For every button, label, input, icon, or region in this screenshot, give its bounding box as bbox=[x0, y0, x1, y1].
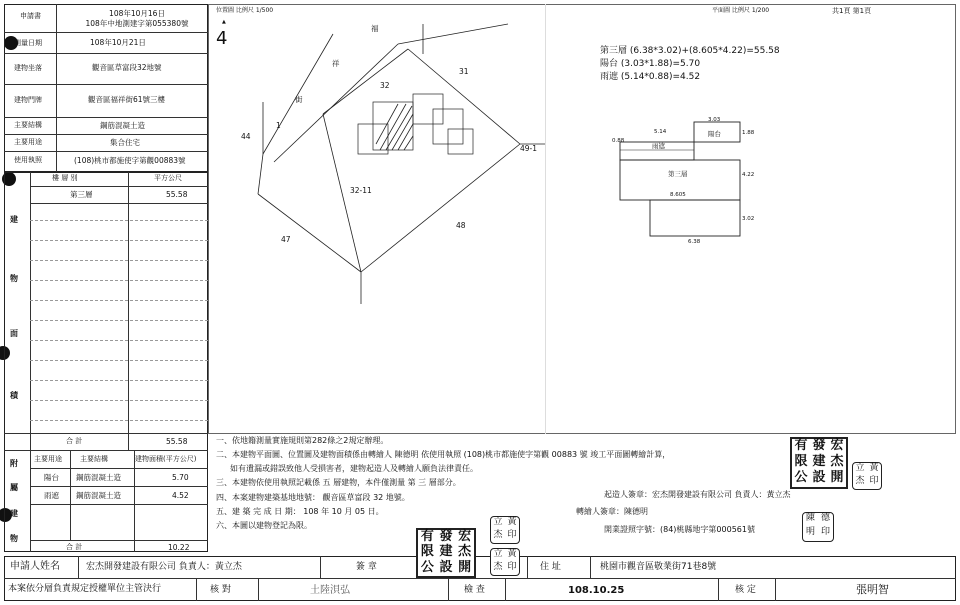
applicant-address: 桃園市觀音區敬業街71巷8號 bbox=[600, 562, 717, 572]
formula-balcony: 陽台 (3.03*1.88)=5.70 bbox=[600, 59, 701, 69]
plan-room-balcony: 陽台 bbox=[708, 130, 721, 138]
signer-license: 開業證照字號：(84)桃縣地字第000561號 bbox=[604, 525, 755, 534]
attached-row-use: 陽台 bbox=[44, 473, 59, 482]
plan-dim: 5.14 bbox=[654, 129, 667, 135]
attached-header-use: 主要用途 bbox=[34, 455, 62, 463]
check-stamp: 土陸浿弘 bbox=[310, 585, 350, 596]
area-row-value: 55.58 bbox=[166, 190, 188, 199]
attached-row-structure: 鋼筋混凝土造 bbox=[76, 491, 121, 500]
attached-header-structure: 主要結構 bbox=[80, 455, 108, 463]
info-value-license: (108)桃市都施使字第觀00883號 bbox=[74, 156, 186, 165]
side-label-char: 面 bbox=[10, 329, 18, 338]
plan-dim: 1.88 bbox=[742, 130, 755, 136]
attached-header-area: 建物面積(平方公尺) bbox=[135, 455, 197, 463]
page-count: 共1頁 第1頁 bbox=[832, 7, 872, 15]
inspect-date: 108.10.25 bbox=[568, 585, 625, 596]
address-label: 住 址 bbox=[540, 562, 561, 572]
info-label-structure: 主要結構 bbox=[14, 121, 42, 129]
officer-label: 本案依分層負責規定授權單位主管決行 bbox=[8, 584, 162, 594]
map-label: 44 bbox=[241, 132, 251, 141]
map-label: 32-11 bbox=[350, 186, 372, 195]
location-map bbox=[208, 4, 545, 434]
map-label: 1 bbox=[276, 121, 281, 130]
plan-dim: 3.02 bbox=[742, 216, 755, 222]
attached-row-area: 4.52 bbox=[172, 491, 189, 500]
company-stamp: 有 發 宏 限 建 杰 公 設 開 bbox=[790, 437, 848, 489]
representative-seal: 立 黃 杰 印 bbox=[490, 548, 520, 576]
formula-floor3: 第三層 (6.38*3.02)+(8.605*4.22)=55.58 bbox=[600, 46, 780, 56]
area-header-sqm: 平方公尺 bbox=[154, 174, 182, 182]
formula-canopy: 雨遮 (5.14*0.88)=4.52 bbox=[600, 72, 701, 82]
info-label-license: 使用執照 bbox=[14, 156, 42, 164]
side-label-char: 物 bbox=[10, 534, 18, 543]
note-line: 六、本圖以建物登記為限。 bbox=[216, 521, 312, 530]
map-label: 48 bbox=[456, 221, 466, 230]
info-value-structure: 鋼筋混凝土造 bbox=[100, 121, 145, 130]
map-label: 32 bbox=[380, 81, 390, 90]
note-line: 四、本案建物建築基地地號： 觀音區草富段 32 地號。 bbox=[216, 493, 410, 502]
plan-dim: 0.88 bbox=[612, 138, 625, 144]
map-label: 福 bbox=[371, 24, 379, 33]
plan-room-canopy: 雨遮 bbox=[652, 142, 665, 150]
area-total-value: 55.58 bbox=[166, 437, 188, 446]
company-stamp: 有 發 宏 限 建 杰 公 設 開 bbox=[416, 528, 476, 578]
plan-dim: 6.38 bbox=[688, 239, 701, 245]
north-arrow: 4 bbox=[216, 28, 228, 49]
info-label-application: 申請書 bbox=[20, 12, 41, 20]
note-line: 如有遺漏或錯誤致他人受損害者，建物起造人及轉繪人願負法律責任。 bbox=[230, 464, 478, 473]
side-label-char: 物 bbox=[10, 274, 18, 283]
map-label: 祥 bbox=[332, 59, 340, 68]
check-label: 核 對 bbox=[210, 585, 231, 595]
note-line: 一、依地籍測量實施規則第282條之2規定辦理。 bbox=[216, 436, 389, 445]
plan-dim: 4.22 bbox=[742, 172, 755, 178]
attached-row-use: 雨遮 bbox=[44, 491, 59, 500]
map-label: 47 bbox=[281, 235, 291, 244]
map-label: 31 bbox=[459, 67, 469, 76]
side-label-char: 建 bbox=[10, 215, 18, 224]
area-row-floor: 第三層 bbox=[70, 190, 93, 199]
info-value-address: 觀音區福祥街61號三樓 bbox=[88, 95, 166, 104]
applicant-name: 宏杰開發建設有限公司 負責人：黃立杰 bbox=[86, 562, 242, 572]
map-label: 49-1 bbox=[520, 144, 538, 153]
note-line: 二、本建物平面圖、位置圖及建物面積係由轉繪人 陳德明 依使用執照 (108)桃市都施使字第觀 00883 號 竣工平面圖轉繪計算， bbox=[216, 450, 671, 459]
info-value-survey-date: 108年10月21日 bbox=[90, 38, 146, 47]
area-total-label: 合 計 bbox=[66, 437, 83, 445]
representative-seal: 立 黃 杰 印 bbox=[852, 462, 882, 490]
info-label-survey-date: 測量日期 bbox=[14, 39, 42, 47]
attached-row-structure: 鋼筋混凝土造 bbox=[76, 473, 121, 482]
floor-plan bbox=[608, 112, 758, 247]
note-line: 三、本建物依使用執照記載係 五 層建物，本件僅測量 第 三 層部分。 bbox=[216, 478, 461, 487]
attached-total-value: 10.22 bbox=[168, 543, 190, 552]
note-line: 五、建 築 完 成 日 期： 108 年 10 月 05 日。 bbox=[216, 507, 384, 516]
info-label-location: 建物坐落 bbox=[14, 64, 42, 72]
seal-label: 簽 章 bbox=[356, 562, 377, 572]
info-value-location: 觀音區草富段32地號 bbox=[92, 63, 162, 72]
scale-location-label: 位置圖 比例尺 1/500 bbox=[216, 7, 274, 14]
applicant-label: 申請人姓名 bbox=[10, 561, 60, 572]
approve-label: 核 定 bbox=[735, 585, 756, 595]
plan-dim: 3.03 bbox=[708, 117, 721, 123]
signer-drafter: 轉繪人簽章：陳德明 bbox=[576, 507, 648, 516]
side-label-char: 附 bbox=[10, 459, 18, 468]
plan-room-main: 第三層 bbox=[668, 170, 688, 178]
side-label-char: 積 bbox=[10, 391, 18, 400]
side-label-char: 建 bbox=[10, 509, 18, 518]
approve-stamp: 張明智 bbox=[856, 583, 889, 596]
drafter-seal: 陳 德 明 印 bbox=[802, 512, 834, 542]
map-label: 街 bbox=[295, 95, 303, 104]
plan-dim: 8.605 bbox=[670, 192, 686, 198]
side-label-char: 屬 bbox=[10, 483, 18, 492]
signer-builder: 起造人簽章：宏杰開發建設有限公司 負責人：黃立杰 bbox=[604, 490, 791, 499]
inspect-label: 檢 查 bbox=[464, 585, 485, 595]
info-value-application: 108年10月16日 108年中地測建字第055380號 bbox=[85, 9, 189, 28]
info-label-use: 主要用途 bbox=[14, 138, 42, 146]
info-label-address: 建物門牌 bbox=[14, 96, 42, 104]
representative-seal: 立 黃 杰 印 bbox=[490, 516, 520, 544]
area-header-floor: 樓 層 別 bbox=[52, 174, 78, 182]
attached-row-area: 5.70 bbox=[172, 473, 189, 482]
attached-total-label: 合 計 bbox=[66, 543, 83, 551]
scale-plan-label: 平面圖 比例尺 1/200 bbox=[712, 7, 770, 14]
info-value-use: 集合住宅 bbox=[110, 138, 140, 147]
